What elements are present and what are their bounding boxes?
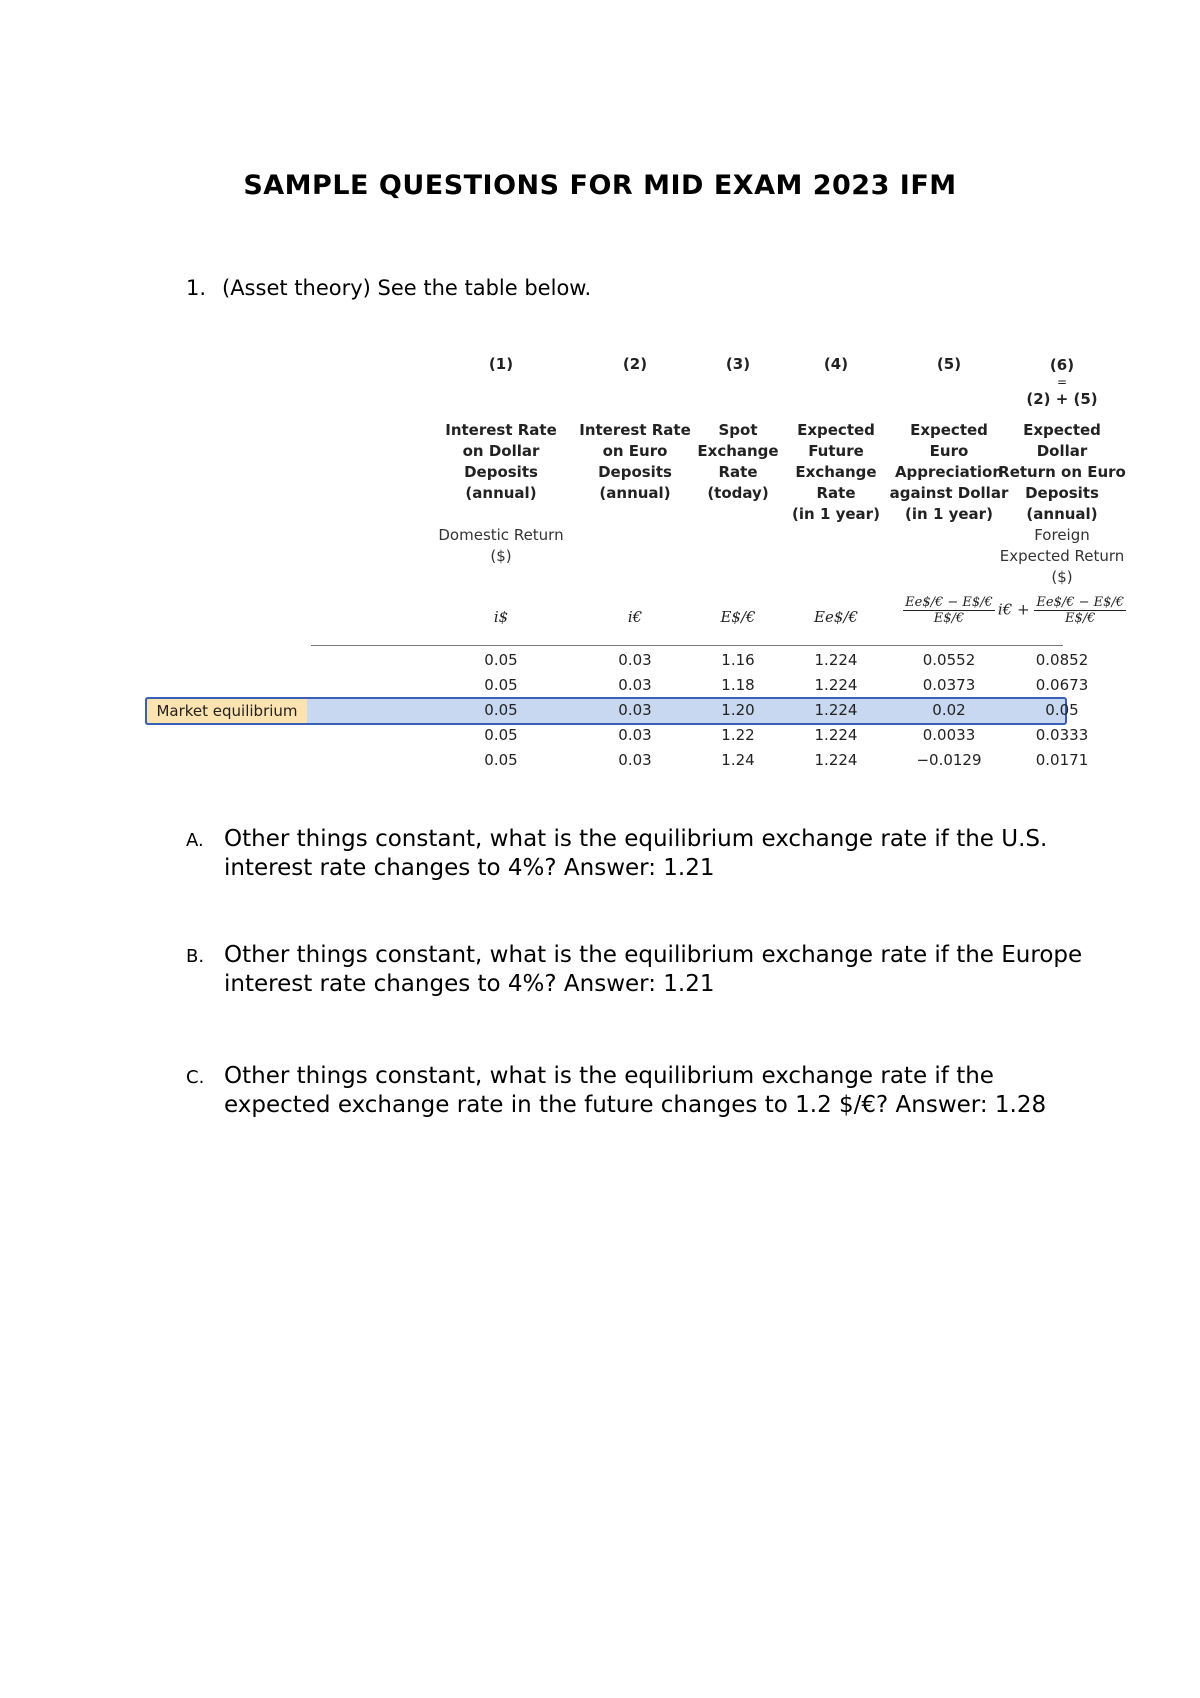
table-cell: 0.0373 (922, 676, 976, 694)
table-row (145, 748, 1089, 773)
table-row (145, 673, 1089, 698)
table-cell: 0.02 (932, 701, 966, 719)
table-cell: 1.24 (721, 751, 755, 769)
col-5-symbol: $\frac{Ee\$/€ - E\$/€}{E\$/€}$ (905, 595, 993, 626)
table-cell: 1.18 (721, 676, 755, 694)
table-cell: 0.03 (618, 701, 652, 719)
col-3-number: (3) (725, 355, 751, 373)
table-cell: 0.0171 (1035, 751, 1089, 769)
table-cell: 1.16 (721, 651, 755, 669)
table-cell: 0.03 (618, 651, 652, 669)
col-2-header: Interest Rate on Euro Deposits (annual) (579, 421, 691, 502)
subquestion-letter: A. (186, 830, 204, 851)
table-cell: 0.03 (618, 751, 652, 769)
document-title: SAMPLE QUESTIONS FOR MID EXAM 2023 IFM (243, 170, 957, 201)
col-5-number: (5) (936, 355, 962, 373)
table-cell: 1.224 (814, 726, 858, 744)
table-cell: 0.05 (484, 651, 518, 669)
market-equilibrium-label: Market equilibrium (145, 697, 307, 725)
subquestion-text: Other things constant, what is the equilibrium exchange rate if the expected exchange rate in the future changes to 1.2 $/€? Answer: 1.28 (224, 1063, 1047, 1118)
table-cell: 0.05 (484, 751, 518, 769)
table-row-equilibrium (145, 698, 1079, 723)
col-2-number: (2) (622, 355, 648, 373)
col-3-symbol: E$/€ (720, 608, 756, 626)
header-rule (311, 645, 1063, 646)
table-cell: 1.20 (721, 701, 755, 719)
table-cell: 1.224 (814, 701, 858, 719)
table-cell: 0.0033 (922, 726, 976, 744)
asset-theory-table (145, 355, 1126, 775)
col-1-number: (1) (488, 355, 514, 373)
table-cell: 0.0552 (922, 651, 976, 669)
subquestion-text: Other things constant, what is the equilibrium exchange rate if the Europe interest rate changes to 4%? Answer: 1.21 (224, 942, 1083, 997)
question-number: 1. (186, 276, 207, 300)
table-cell: 0.03 (618, 676, 652, 694)
table-cell: 0.05 (484, 701, 518, 719)
table-row (145, 648, 1089, 673)
col-1-sublabel: Domestic Return ($) (438, 526, 564, 565)
col-6-number: (6) = (2) + (5) (1026, 356, 1098, 408)
table-cell: 1.224 (814, 676, 858, 694)
col-4-number: (4) (823, 355, 849, 373)
table-cell: −0.0129 (916, 751, 982, 769)
table-cell: 0.03 (618, 726, 652, 744)
table-cell: 0.05 (1045, 701, 1079, 719)
table-cell: 0.05 (484, 726, 518, 744)
col-3-header: Spot Exchange Rate (today) (697, 421, 779, 502)
table-cell: 1.224 (814, 651, 858, 669)
table-cell: 0.05 (484, 676, 518, 694)
col-1-symbol: i$ (493, 608, 509, 626)
table-row (145, 723, 1089, 748)
col-4-header: Expected Future Exchange Rate (in 1 year) (792, 421, 880, 523)
col-5-header: Expected Euro Appreciation against Dollar (in 1 year) (889, 421, 1009, 523)
col-1-header: Interest Rate on Dollar Deposits (annual) (445, 421, 557, 502)
table-cell: 0.0333 (1035, 726, 1089, 744)
question-text: (Asset theory) See the table below. (222, 276, 592, 300)
table-cell: 1.224 (814, 751, 858, 769)
table-cell: 0.0852 (1035, 651, 1089, 669)
col-6-symbol: i€ + $\frac{Ee\$/€ - E\$/€}{E\$/€}$ (997, 595, 1125, 626)
col-4-symbol: Ee$/€ (814, 608, 858, 626)
table-cell: 1.22 (721, 726, 755, 744)
table-cell: 0.0673 (1035, 676, 1089, 694)
subquestion-letter: C. (186, 1067, 205, 1088)
question-1 (186, 276, 591, 300)
col-6-header: Expected Dollar Return on Euro Deposits (annual) (998, 421, 1126, 523)
col-6-sublabel: Foreign Expected Return ($) (999, 526, 1125, 586)
col-2-symbol: i€ (627, 608, 643, 626)
subquestion-text: Other things constant, what is the equilibrium exchange rate if the U.S. interest rate changes to 4%? Answer: 1.21 (224, 826, 1048, 881)
subquestion-letter: B. (186, 946, 205, 967)
